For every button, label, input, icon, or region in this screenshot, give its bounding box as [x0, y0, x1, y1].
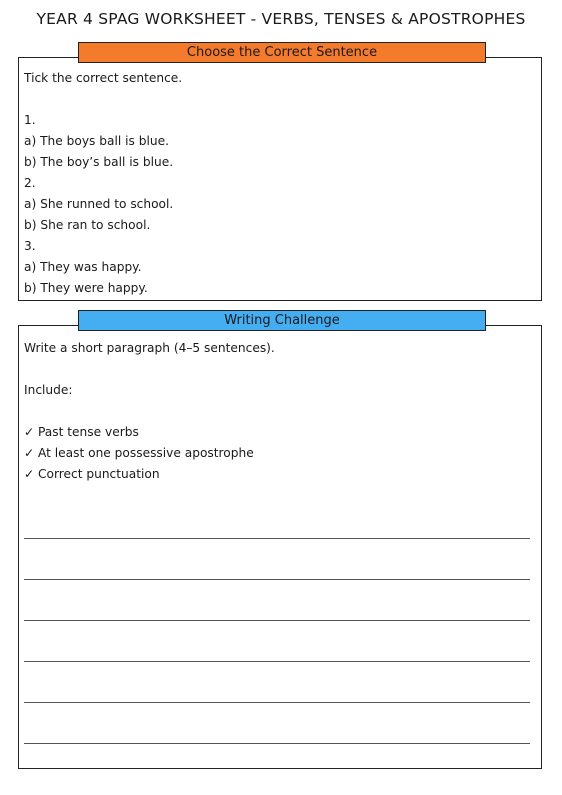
spacer — [24, 401, 275, 422]
writing-line[interactable] — [24, 743, 530, 744]
checklist-item-label: Past tense verbs — [38, 425, 139, 439]
checklist-item — [24, 422, 275, 443]
checkmark-icon: ✓ — [24, 425, 35, 439]
section-1-content — [24, 68, 182, 299]
checklist-item-label: Correct punctuation — [38, 467, 160, 481]
section-heading-writing-challenge: Writing Challenge — [78, 310, 486, 331]
checkmark-icon: ✓ — [24, 446, 35, 460]
writing-line[interactable] — [24, 538, 530, 539]
instruction-text: Tick the correct sentence. — [24, 71, 183, 85]
checklist-item — [24, 443, 275, 464]
spacer — [24, 359, 275, 380]
answer-option[interactable]: a) They was happy. — [24, 260, 142, 274]
writing-line[interactable] — [24, 661, 530, 662]
writing-line[interactable] — [24, 579, 530, 580]
answer-option[interactable]: a) She runned to school. — [24, 197, 174, 211]
question-number: 3. — [24, 239, 36, 253]
section-heading-choose-correct-sentence: Choose the Correct Sentence — [78, 42, 486, 63]
answer-option[interactable]: a) The boys ball is blue. — [24, 134, 169, 148]
writing-line[interactable] — [24, 620, 530, 621]
question-number: 2. — [24, 176, 36, 190]
answer-option[interactable]: b) The boy’s ball is blue. — [24, 155, 174, 169]
question-number: 1. — [24, 113, 36, 127]
answer-option[interactable]: b) She ran to school. — [24, 218, 151, 232]
spacer — [24, 89, 182, 110]
section-2-content — [24, 338, 275, 485]
checkmark-icon: ✓ — [24, 467, 35, 481]
instruction-text: Write a short paragraph (4–5 sentences). — [24, 341, 275, 355]
include-label: Include: — [24, 383, 73, 397]
answer-option[interactable]: b) They were happy. — [24, 281, 148, 295]
checklist-item-label: At least one possessive apostrophe — [38, 446, 254, 460]
checklist-item — [24, 464, 275, 485]
writing-line[interactable] — [24, 702, 530, 703]
page-title: YEAR 4 SPAG WORKSHEET - VERBS, TENSES & APOSTROPHES — [36, 10, 526, 28]
